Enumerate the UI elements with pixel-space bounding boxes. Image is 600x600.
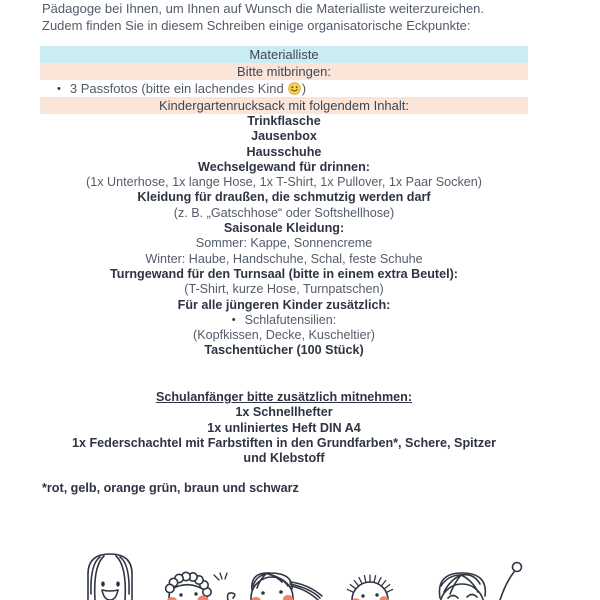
list-item: (z. B. „Gatschhose“ oder Softshellhose)	[173, 205, 395, 220]
list-item: Hausschuhe	[246, 144, 322, 159]
intro-paragraph	[42, 1, 567, 34]
doodle-boy-spiky-hair	[347, 575, 392, 600]
material-list-title: Materialliste	[40, 46, 528, 63]
doodle-child-swept-bangs	[439, 573, 485, 600]
doodle-loop-string	[500, 563, 522, 600]
school-starters-section	[40, 390, 528, 466]
doodle-boy-curly-hair	[166, 572, 212, 600]
smiley-face-icon	[288, 82, 301, 95]
school-item: 1x Federschachtel mit Farbstiften in den Grundfarben*, Schere, Spitzer	[71, 435, 497, 450]
intro-line-2: Zudem finden Sie in diesem Schreiben einige organisatorische Eckpunkte:	[42, 17, 471, 33]
color-footnote: *rot, gelb, orange grün, braun und schwarz	[42, 481, 299, 495]
list-item: Saisonale Kleidung:	[223, 221, 345, 236]
list-item: Winter: Haube, Handschuhe, Schal, feste Schuhe	[145, 251, 423, 266]
passport-photo-suffix: )	[301, 81, 307, 96]
passport-photo-text: 3 Passfotos (bitte ein lachendes Kind	[69, 81, 284, 96]
doodle-tiny-hand	[214, 573, 227, 580]
backpack-items-list	[40, 114, 528, 359]
backpack-header: Kindergartenrucksack mit folgendem Inhalt:	[40, 97, 528, 114]
list-item-with-bullet: • Schlafutensilien:	[231, 312, 337, 327]
bring-header: Bitte mitbringen:	[40, 63, 528, 80]
school-item: 1x Schnellhefter	[235, 405, 333, 420]
intro-line-1: Pädagoge bei Ihnen, um Ihnen auf Wunsch die Materialliste weiterzureichen.	[42, 1, 485, 16]
doodle-girl-long-hair	[88, 554, 132, 600]
bullet-icon: •	[231, 313, 236, 326]
list-item: Taschentücher (100 Stück)	[204, 343, 364, 358]
doodle-girl-side-ponytail	[251, 573, 322, 600]
list-item: (1x Unterhose, 1x lange Hose, 1x T-Shirt, 1x Pullover, 1x Paar Socken)	[86, 175, 482, 190]
school-item: und Klebstoff	[243, 451, 325, 466]
list-item: Turngewand für den Turnsaal (bitte in einem extra Beutel):	[110, 266, 458, 281]
bullet-icon: •	[57, 83, 61, 95]
list-item: Wechselgewand für drinnen:	[198, 159, 370, 174]
material-list-header-block	[40, 46, 528, 114]
list-item: Für alle jüngeren Kinder zusätzlich:	[177, 297, 391, 312]
passport-photo-item	[40, 80, 528, 97]
doodle-curl	[228, 593, 235, 600]
list-item: Kleidung für draußen, die schmutzig werden darf	[137, 190, 431, 205]
list-item: Sommer: Kappe, Sonnencreme	[195, 236, 373, 251]
children-doodle-illustration	[0, 540, 600, 600]
list-item: (Kopfkissen, Decke, Kuscheltier)	[193, 328, 375, 343]
list-item: Trinkflasche	[247, 114, 321, 128]
school-item: 1x unliniertes Heft DIN A4	[207, 420, 361, 435]
list-item: (T-Shirt, kurze Hose, Turnpatschen)	[184, 282, 384, 297]
list-item: Jausenbox	[251, 129, 317, 144]
school-starters-heading: Schulanfänger bitte zusätzlich mitnehmen:	[155, 390, 413, 404]
